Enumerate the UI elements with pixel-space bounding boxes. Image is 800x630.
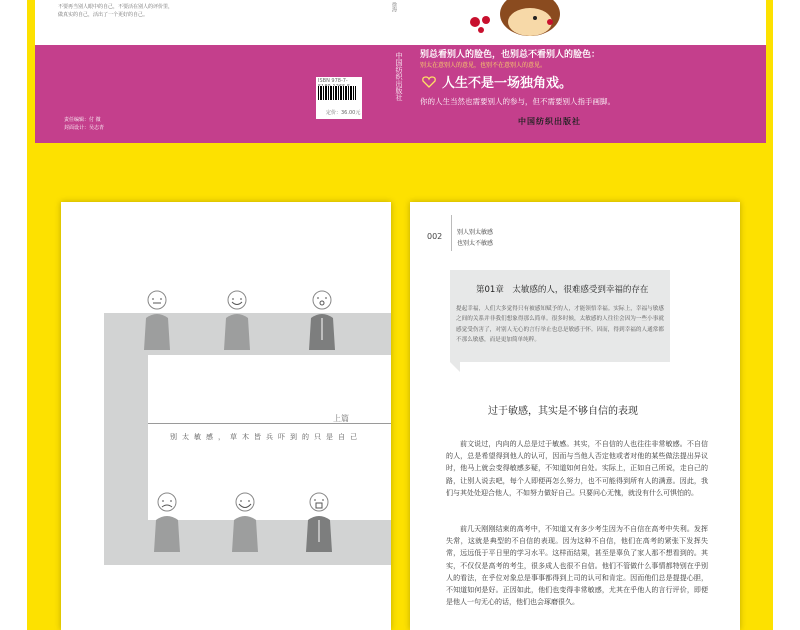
credits-editor: 责任编辑：付 微 [64, 117, 101, 123]
part-title: 别太敏感，草木皆兵吓到的只是自己 [170, 433, 362, 441]
barcode [318, 86, 356, 100]
figure-grin-face [228, 492, 262, 552]
cover-headline: 别总看别人的脸色，也别总不看别人的脸色： [420, 50, 601, 60]
figure-neutral-face [140, 290, 174, 350]
chapter-title: 第01章 太敏感的人，很难感受到幸福的存在 [476, 285, 649, 295]
heart-icon [422, 73, 436, 85]
back-cover-blurb-2: 做真实的自己，活出了一个更好的自己。 [58, 12, 149, 18]
credits-design: 封面设计：吴志青 [64, 125, 105, 131]
back-cover-blurb-1: 不要再当别人眼中的自己，不要活在别人的评价里， [58, 4, 174, 10]
cover-tagline: 你的人生当然也需要别人的参与，但不需要别人指手画脚。 [420, 97, 615, 106]
figure-smile-face [220, 290, 254, 350]
barcode-box [316, 77, 362, 119]
spine-top [305, 0, 405, 45]
figure-surprised-face [305, 290, 339, 350]
hedgehog-illustration [455, 0, 575, 42]
header-divider [451, 215, 452, 251]
section-title: 过于敏感，其实是不够自信的表现 [488, 406, 638, 417]
publisher-name: 中国纺织出版社 [518, 117, 581, 126]
part-divider [148, 423, 391, 424]
chapter-intro: 提起幸福，人们大多觉得只有被感知赋予的人，才能领悟幸福。实际上，幸福与敏感之间的关系并非我们想象得那么简单。很多时候，太敏感的人往往会因为一些小事就感觉受伤害了，对别人无心的言行举止也总是敏感于怀。因而，得到幸福的人通常都不那么敏感，而是更加简单纯粹。 [456, 306, 664, 343]
cover-title: 人生不是一场独角戏。 [442, 76, 573, 91]
page-number: 002 [427, 232, 443, 241]
spine-author: 徐海 [391, 2, 397, 12]
figure-sad-face [150, 492, 184, 552]
price-label: 定价：36.00元 [326, 110, 361, 116]
spine-publisher: 中国纺织出版社 [395, 52, 403, 101]
chapter-box-tab [450, 362, 460, 372]
running-header-2: 也别太不敏感 [457, 240, 494, 247]
paragraph-1: 前文说过，内向的人总是过于敏感。其实，不自信的人也往往非常敏感。不自信的人，总是希望得到他人的认可，因而与当他人否定他或者对他的某些做法提出异议时，他马上就会变得敏感多疑，不知道如何自处。实际上，正如自己所说，走自己的路，让别人说去吧，每个人即便再怎么努力，也不可能得到所有人的满意。因此，我们与其处处迎合他人，不如努力做好自己。只要问心无愧，就没有什么可惧怕的。 [446, 440, 708, 497]
part-label: 上篇 [333, 414, 349, 423]
paragraph-2: 前几天刚刚结束的高考中，不知道又有多少考生因为不自信在高考中失利。发挥失常，这就是典型的不自信的表现。因为这种不自信，他们在高考的紧张下发挥失常，远远低于平日里的学习水平。这样而结果，甚至是辜负了家人那不想看到的。其实，不仅仅是高考的考生，很多成人也很不自信。他们不管做什么事情都特别在乎别人的看法，在乎位对象总是事事都得到上司的认可和肯定。因而他们总是提提心胆，不知道如何是好。正因如此，他们也变得非常敏感，尤其在乎他人的言行评价，即便是他人一句无心的话，他们也会琢磨很久。 [446, 525, 708, 607]
isbn-label: ISBN 978-7- [318, 78, 348, 84]
figure-shout-face [302, 492, 336, 552]
running-header-1: 别人别太敏感 [457, 229, 494, 236]
cover-subline: 别太在意别人的意见，也别不在意别人的意见。 [420, 62, 547, 69]
